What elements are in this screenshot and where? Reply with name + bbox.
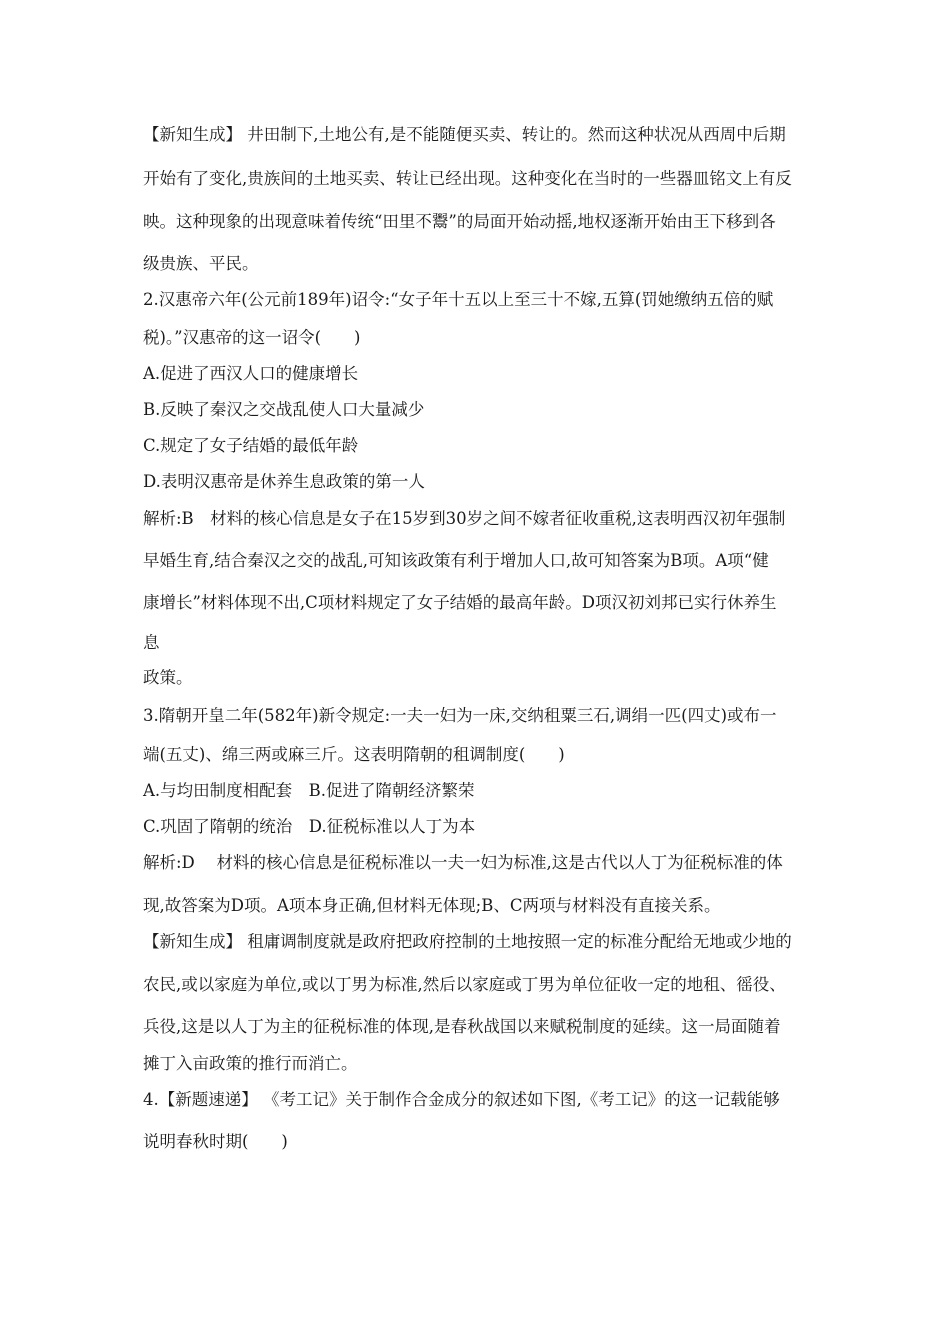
question-3-analysis-line-1: 解析:D 材料的核心信息是征税标准以一夫一妇为标准,这是古代以人丁为征税标准的体 [143,853,783,872]
question-2-option-d: D.表明汉惠帝是休养生息政策的第一人 [143,472,425,491]
question-3-options-cd: C.巩固了隋朝的统治 D.征税标准以人丁为本 [143,817,476,836]
paragraph-new-knowledge-1-line-2: 开始有了变化,贵族间的土地买卖、转让已经出现。这种变化在当时的一些器皿铭文上有反 [143,169,792,188]
question-2-analysis-line-1: 解析:B 材料的核心信息是女子在15岁到30岁之间不嫁者征收重税,这表明西汉初年强制 [143,509,786,528]
question-3-analysis-line-2: 现,故答案为D项。A项本身正确,但材料无体现;B、C两项与材料没有直接关系。 [143,896,721,915]
question-2-analysis-line-5: 政策。 [143,668,193,687]
paragraph-new-knowledge-2-line-1: 【新知生成】 租庸调制度就是政府把政府控制的土地按照一定的标准分配给无地或少地的 [143,932,792,951]
paragraph-new-knowledge-1-line-3: 映。这种现象的出现意味着传统“田里不鬻”的局面开始动摇,地权逐渐开始由王下移到各 [143,212,776,231]
question-2-stem-line-2: 税)。”汉惠帝的这一诏令( ) [143,328,361,347]
question-2-option-a: A.促进了西汉人口的健康增长 [143,364,359,383]
question-3-stem-line-2: 端(五丈)、绵三两或麻三斤。这表明隋朝的租调制度( ) [143,745,565,764]
question-3-stem-line-1: 3.隋朝开皇二年(582年)新令规定:一夫一妇为一床,交纳租粟三石,调绢一匹(四丈)或布一 [143,706,777,725]
question-4-stem-line-2: 说明春秋时期( ) [143,1132,288,1151]
question-2-analysis-line-2: 早婚生育,结合秦汉之交的战乱,可知该政策有利于增加人口,故可知答案为B项。A项“健 [143,551,769,570]
question-2-analysis-line-3: 康增长”材料体现不出,C项材料规定了女子结婚的最高年龄。D项汉初刘邦已实行休养生 [143,593,777,612]
paragraph-new-knowledge-1-line-4: 级贵族、平民。 [143,254,259,273]
paragraph-new-knowledge-1-line-1: 【新知生成】 井田制下,土地公有,是不能随便买卖、转让的。然而这种状况从西周中后期 [143,125,786,144]
question-2-stem-line-1: 2.汉惠帝六年(公元前189年)诏令:“女子年十五以上至三十不嫁,五算(罚她缴纳五倍的赋 [143,290,774,309]
paragraph-new-knowledge-2-line-2: 农民,或以家庭为单位,或以丁男为标准,然后以家庭或丁男为单位征收一定的地租、徭役、 [143,975,786,994]
question-3-options-ab: A.与均田制度相配套 B.促进了隋朝经济繁荣 [143,781,475,800]
question-4-stem-line-1: 4.【新题速递】 《考工记》关于制作合金成分的叙述如下图,《考工记》的这一记载能够 [143,1090,780,1109]
question-2-option-b: B.反映了秦汉之交战乱使人口大量减少 [143,400,425,419]
paragraph-new-knowledge-2-line-4: 摊丁入亩政策的推行而消亡。 [143,1054,358,1073]
paragraph-new-knowledge-2-line-3: 兵役,这是以人丁为主的征税标准的体现,是春秋战国以来赋税制度的延续。这一局面随着 [143,1017,781,1036]
question-2-option-c: C.规定了女子结婚的最低年龄 [143,436,359,455]
question-2-analysis-line-4: 息 [143,633,160,652]
